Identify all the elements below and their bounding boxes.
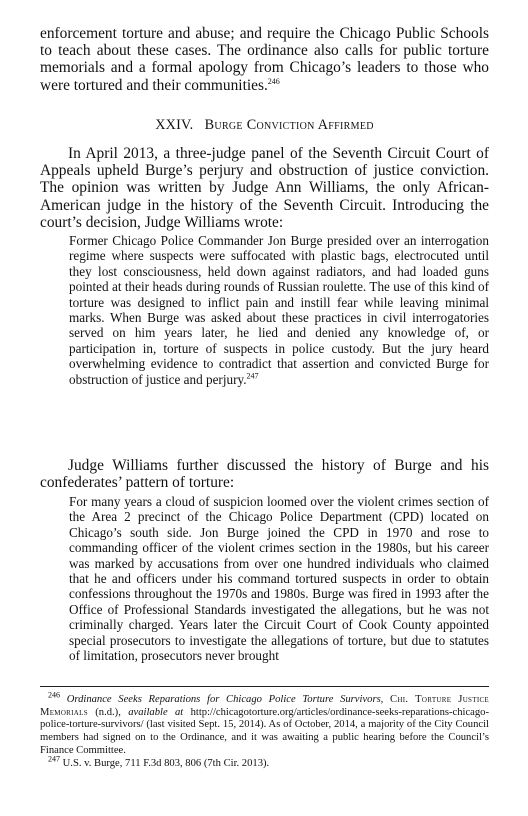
section-title: Burge Conviction Affirmed [204, 117, 374, 133]
footnote-number: 246 [48, 690, 60, 700]
paragraph: Judge Williams further discussed the history of Burge and his confederates’ pattern of torture: [40, 457, 489, 492]
block-quote: For many years a cloud of suspicion loomed over the violent crimes section of the Area 2 precinct of the Chicago Police Department (CPD) located on Chicago’s south side. Jon Burge joined the CPD in 1970 and rose to commanding officer of the violent crimes section in the 1980s, but his career was marked by accusations from over one hundred individuals who claimed that he and officers under his command tortured suspects in order to obtain confessions throughout the 1970s and 1980s. Burge was fired in 1993 after the Office of Professional Standards investigated the allegations, but he was not criminally charged. Years later the Circuit Court of Cook County appointed special prosecutors to investigate the allegations of torture, but due to statutes of limitation, prosecutors never brought [69, 494, 489, 664]
footnote-ref: 247 [246, 371, 259, 381]
footnote [40, 753, 489, 771]
section-heading [40, 117, 489, 134]
opening-text: enforcement torture and abuse; and require the Chicago Public Schools to teach about these cases. The ordinance also calls for public torture memorials and a formal apology from Chicago’s leaders to those who were tortured and their communities. [40, 25, 489, 94]
footnotes [40, 690, 490, 770]
section-number: XXIV. [155, 117, 194, 133]
footnote-text: U.S. v. Burge, 711 F.3d 803, 806 (7th Cir. 2013). [62, 757, 270, 769]
footnote-available: available at [128, 706, 184, 718]
footnote-ref: 246 [267, 76, 280, 86]
footnote-detail: (n.d.), [95, 706, 121, 718]
block-quote [69, 233, 489, 387]
footnote-number: 247 [48, 753, 60, 763]
footnote [40, 690, 490, 758]
paragraph: In April 2013, a three-judge panel of the Seventh Circuit Court of Appeals upheld Burge’s perjury and obstruction of justice conviction. The opinion was written by Judge Ann Williams, the only African-American judge in the history of the Seventh Circuit. Introducing the court’s decision, Judge Williams wrote: [40, 145, 489, 231]
footnote-text: http://chicagotorture.org/articles/ordinance-seeks-reparations-chicago-police-torture-survivors/ (last visited Sept. 15, 2014). As of October, 2014, a majority of the City Council members had signed on to the Ordinance, and it was awaiting a public hearing before the Council’s Finance Committee. [40, 706, 489, 756]
footnote-source: Chi. Torture Justice Memorials [40, 694, 490, 718]
footnote-title: Ordinance Seeks Reparations for Chicago Police Torture Survivors, [66, 694, 384, 705]
footnote-divider [40, 686, 489, 687]
opening-paragraph [40, 25, 489, 94]
quote-text: Former Chicago Police Commander Jon Burge presided over an interrogation regime where suspects were suffocated with plastic bags, electrocuted until they lost consciousness, held down against radiators, and had loaded guns pointed at their heads during rounds of Russian roulette. The use of this kind of torture was designed to inflict pain and instill fear while leaving minimal marks. When Burge was asked about these practices in civil interrogatories served on him years later, he lied and denied any knowledge of, or participation in, torture of suspects in police custody. But the jury heard overwhelming evidence to contradict that assertion and convicted Burge for obstruction of justice and perjury. [69, 233, 489, 387]
